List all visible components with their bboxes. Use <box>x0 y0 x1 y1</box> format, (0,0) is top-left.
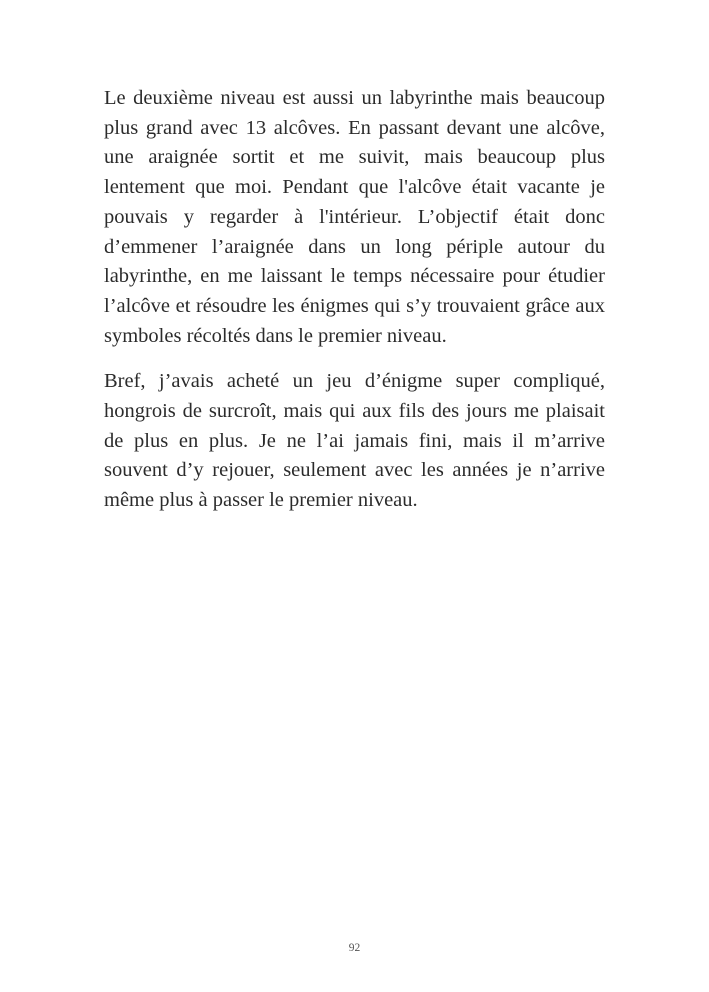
paragraph-1: Le deuxième niveau est aussi un labyrinthe mais beaucoup plus grand avec 13 alcôves. En passant devant une alcôve, une araignée sortit et me suivit, mais beaucoup plus lentement que moi. Pendant que l'alcôve était vacante je pouvais y regarder à l'intérieur. L’objectif était donc d’emmener l’araignée dans un long périple autour du labyrinthe, en me laissant le temps nécessaire pour étudier l’alcôve et résoudre les énigmes qui s’y trouvaient grâce aux symboles récoltés dans le premier niveau. <box>104 87 605 347</box>
page-number: 92 <box>348 942 361 954</box>
paragraph-2: Bref, j’avais acheté un jeu d’énigme super compliqué, hongrois de surcroît, mais qui aux fils des jours me plaisait de plus en plus. Je ne l’ai jamais fini, mais il m’arrive souvent d’y rejouer, seulement avec les années je n’arrive même plus à passer le premier niveau. <box>104 370 605 512</box>
body-text <box>104 84 605 516</box>
